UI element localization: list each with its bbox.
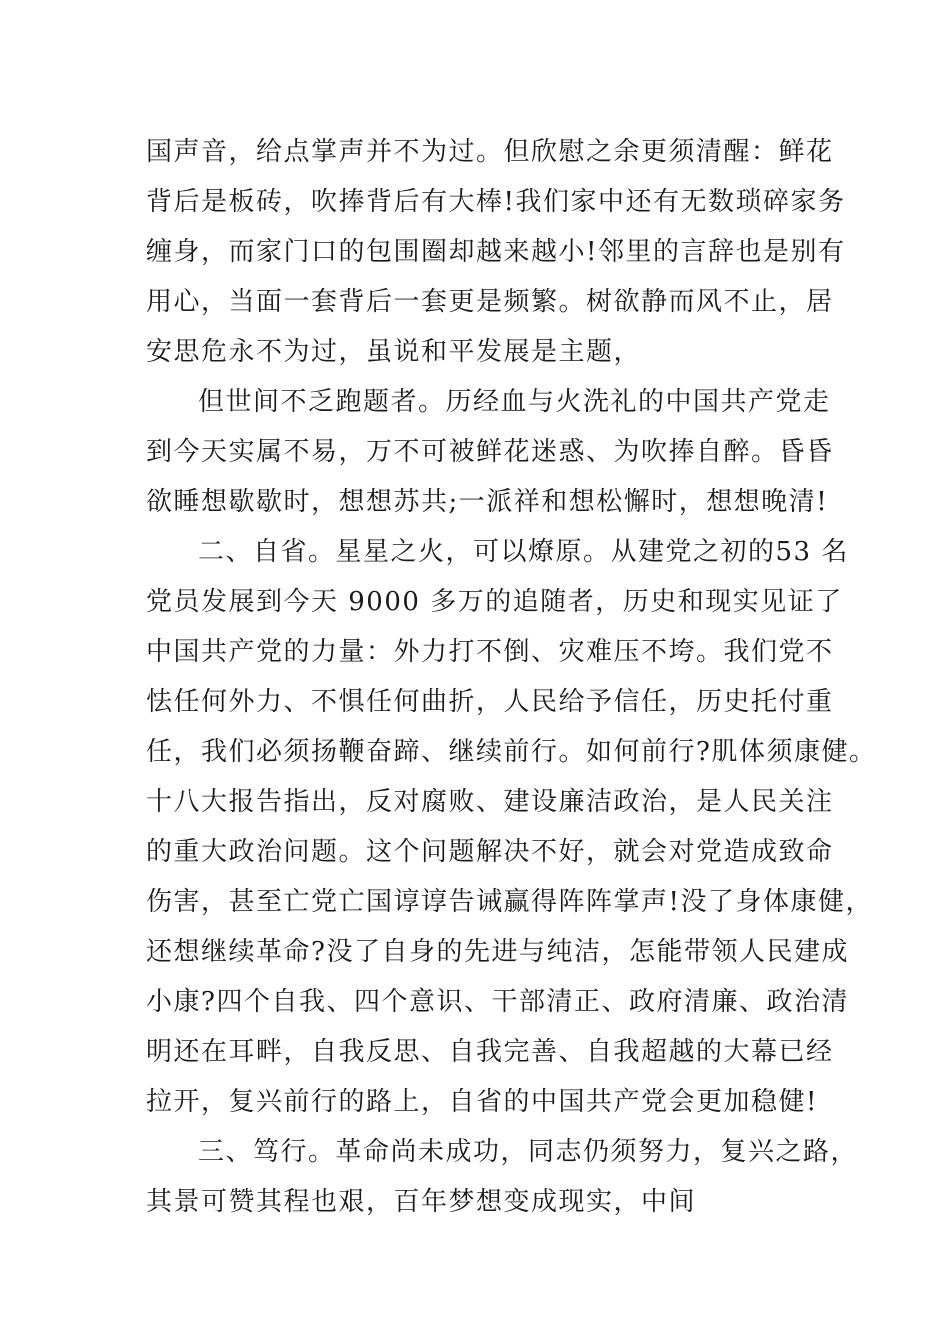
text-line: 任，我们必须扬鞭奋蹄、继续前行。如何前行?肌体须康健。 bbox=[146, 737, 877, 767]
text-line: 小康?四个自我、四个意识、干部清正、政府清廉、政治清 bbox=[146, 987, 849, 1017]
text-line: 用心，当面一套背后一套更是频繁。树欲静而风不止，居 bbox=[146, 287, 834, 317]
text-line: 十八大报告指出，反对腐败、建设廉洁政治，是人民关注 bbox=[146, 787, 834, 817]
text-line: 其景可赞其程也艰，百年梦想变成现实，中间 bbox=[146, 1187, 697, 1217]
text-line: 国声音，给点掌声并不为过。但欣慰之余更须清醒：鲜花 bbox=[146, 137, 834, 167]
text-line: 中国共产党的力量：外力打不倒、灾难压不垮。我们党不 bbox=[146, 637, 834, 667]
text-line: 党员发展到今天 9000 多万的追随者，历史和现实见证了 bbox=[146, 587, 843, 617]
text-line: 安思危永不为过，虽说和平发展是主题， bbox=[146, 337, 642, 367]
paragraph-first-line: 二、自省。星星之火，可以燎原。从建党之初的53 名 bbox=[198, 537, 849, 567]
text-line: 明还在耳畔，自我反思、自我完善、自我超越的大幕已经 bbox=[146, 1037, 834, 1067]
text-line: 的重大政治问题。这个问题解决不好，就会对党造成致命 bbox=[146, 837, 834, 867]
text-line: 伤害，甚至亡党亡国谆谆告诫赢得阵阵掌声!没了身体康健， bbox=[146, 887, 873, 917]
text-line: 还想继续革命?没了自身的先进与纯洁，怎能带领人民建成 bbox=[146, 937, 849, 967]
paragraph-first-line: 三、笃行。革命尚未成功，同志仍须努力，复兴之路， bbox=[198, 1137, 859, 1167]
text-line: 拉开，复兴前行的路上，自省的中国共产党会更加稳健! bbox=[146, 1087, 818, 1117]
text-line: 到今天实属不易，万不可被鲜花迷惑、为吹捧自醉。昏昏 bbox=[146, 437, 834, 467]
text-line: 怯任何外力、不惧任何曲折，人民给予信任，历史托付重 bbox=[146, 687, 834, 717]
text-line: 欲睡想歇歇时，想想苏共;一派祥和想松懈时，想想晚清! bbox=[146, 487, 829, 517]
paragraph-first-line: 但世间不乏跑题者。历经血与火洗礼的中国共产党走 bbox=[198, 387, 831, 417]
text-line: 背后是板砖，吹捧背后有大棒!我们家中还有无数琐碎家务 bbox=[146, 187, 846, 217]
text-line: 缠身，而家门口的包围圈却越来越小!邻里的言辞也是别有 bbox=[146, 237, 846, 267]
